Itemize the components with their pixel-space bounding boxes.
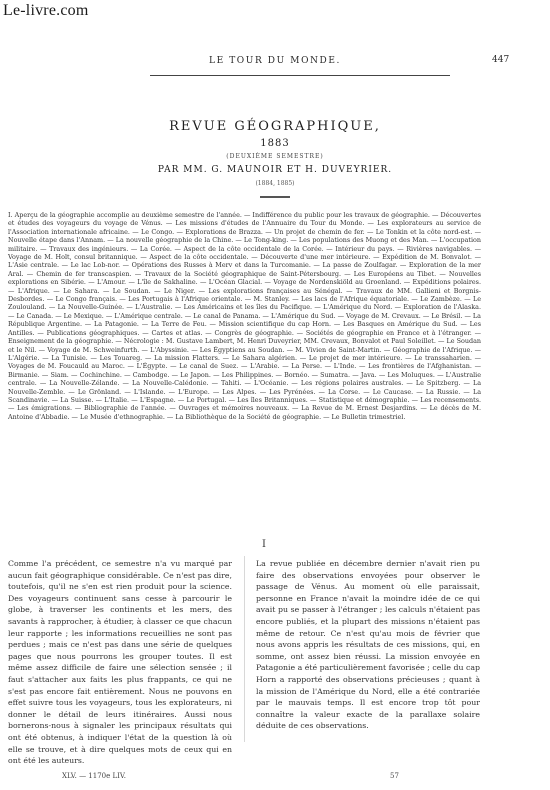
page-number: 447	[492, 55, 510, 65]
article-section: (DEUXIÈME SEMESTRE)	[226, 153, 324, 160]
footer-signature: 57	[390, 772, 399, 780]
running-head: LE TOUR DU MONDE.	[209, 56, 341, 66]
section-numeral: I	[262, 539, 266, 550]
summary-paragraph: I. Aperçu de la géographie accomplie au deuxième semestre de l'année. — Indifférence du public pour les travaux de géographie. — Découvertes et études des voyageurs du voyage de Vénus. — Les missions d'études de l'Annuaire du Tour du Monde. — Les explorateurs au service de l'Association internationale africaine. — Le Congo. — Explorations de Brazza. — Un projet de chemin de fer. — Le Tonkin et la côte nord-est. — Nouvelle étape dans l'Annam. — La nouvelle géographie de la Chine. — Le Tong-king. — Les populations des Muong et des Man. — L'occupation militaire. — Travaux des ingénieurs. — La Corée. — Aspect de la côte occidentale de la Corée. — Intérieur du pays. — Rivières navigables. — Voyage de M. Holt, consul britannique. — Aspect de la côte occidentale. — Découverte d'une mer intérieure. — Expédition de M. Bonvalot. — L'Asie centrale. — Le lac Lob-nor. — Opérations des Russes à Merv et dans la Turcomanie. — La passe de Zoulfagar. — Exploration de la mer Aral. — Chemin de fer transcaspien. — Travaux de la Société géographique de Saint-Pétersbourg. — Les Européens au Tibet. — Nouvelles explorations en Sibérie. — L'Amour. — L'île de Sakhaline. — L'Océan Glacial. — Voyage de Nordenskiöld au Groenland. — Expéditions polaires. — L'Afrique. — Le Sahara. — Le Soudan. — Le Niger. — Les explorations françaises au Sénégal. — Travaux de MM. Gallieni et Borgnis-Desbordes. — Le Congo français. — Les Portugais à l'Afrique orientale. — M. Stanley. — Les lacs de l'Afrique équatoriale. — Le Zambèze. — Le Zoulouland. — La Nouvelle-Guinée. — L'Australie. — Les Américains et les îles du Pacifique. — L'Amérique du Nord. — Exploration de l'Alaska. — Le Canada. — Le Mexique. — L'Amérique centrale. — Le canal de Panama. — L'Amérique du Sud. — Voyage de M. Crevaux. — Le Brésil. — La République Argentine. — La Patagonie. — La Terre de Feu. — Mission scientifique du cap Horn. — Les Basques en Amérique du Sud. — Les Antilles. — Publications géographiques. — Cartes et atlas. — Congrès de géographie. — Sociétés de géographie en France et à l'étranger. — Enseignement de la géographie. — Nécrologie : M. Gustave Lambert, M. Henri Duveyrier, MM. Crevaux, Bonvalot et Paul Soleillet. — Le Soudan et le Nil. — Voyage de M. Schweinfurth. — L'Abyssinie. — Les Égyptiens au Soudan. — M. Vivien de Saint-Martin. — Géographie de l'Afrique. — L'Algérie. — La Tunisie. — Les Touareg. — La mission Flatters. — Le Sahara algérien. — Le projet de mer intérieure. — Le transsaharien. — Voyages de M. Foucauld au Maroc. — L'Égypte. — Le canal de Suez. — L'Arabie. — La Perse. — L'Inde. — Les frontières de l'Afghanistan. — Birmanie. — Siam. — Cochinchine. — Cambodge. — Le Japon. — Les Philippines. — Bornéo. — Sumatra. — Java. — Les Moluques. — L'Australie centrale. — La Nouvelle-Zélande. — La Nouvelle-Calédonie. — Tahiti. — L'Océanie. — Les régions polaires australes. — Le Spitzberg. — La Nouvelle-Zemble. — Le Grönland. — L'Islande. — L'Europe. — Les Alpes. — Les Pyrénées. — La Corse. — Le Caucase. — La Russie. — La Scandinavie. — La Suisse. — L'Italie. — L'Espagne. — Le Portugal. — Les îles Britanniques. — Statistique et démographie. — Les recensements. — Les émigrations. — Bibliographie de l'année. — Ouvrages et mémoires nouveaux. — La Revue de M. Ernest Desjardins. — Le décès de M. Antoine d'Abbadie. — Le Musée d'ethnographie. — La Bibliothèque de la Société de géographie. — Le Bulletin trimestriel.	[8, 211, 481, 421]
article-year: 1883	[260, 138, 290, 149]
body-column-left	[8, 558, 232, 766]
header-rule	[150, 75, 450, 76]
article-authors: PAR MM. G. MAUNOIR ET H. DUVEYRIER.	[157, 165, 393, 175]
body-paragraph-left: Comme l'a précédent, ce semestre n'a vu marqué par aucun fait géographique considérable. Ce n'est pas dire, toutefois, qu'il ne s'en est rien produit pour la science. Des voyageurs continuent sans cesse à parcourir le globe, à traverser les continents et les mers, des savants à rapprocher, à étudier, à classer ce que chacun leur rapporte ; les informations recueillies ne sont pas perdues ; mais ce n'est pas dans une série de quelques pages que nous pourrons les grouper toutes. Il est même assez difficile de faire une sélection sensée ; il faut s'attacher aux faits les plus frappants, ce qui ne s'est pas encore fait entièrement. Nous ne pouvons en effet suivre tous les voyageurs, tous les explorateurs, ni donner le détail de leurs itinéraires. Aussi nous bornerons-nous à signaler les principaux résultats qui ont été obtenus, à indiquer l'état de la question là où elle se trouve, et à dire quelques mots de ceux qui en ont été les auteurs.	[8, 559, 232, 766]
body-paragraph-right: La revue publiée en décembre dernier n'avait rien pu faire des observations envoyées pour observer le passage de Vénus. Au moment où elle paraissait, personne en France n'avait la moindre idée de ce qui avait pu se passer à l'étranger ; les calculs n'étaient pas encore publiés, et la plupart des missions n'étaient pas même de retour. Ce n'est qu'au mois de février que nous avons appris les résultats de ces missions, qui, en somme, ont assez bien réussi. La mission envoyée en Patagonie a été particulièrement favorisée ; celle du cap Horn a rapporté des observations précieuses ; quant à la mission de l'Amérique du Nord, elle a été contrariée par le mauvais temps. Il est encore trop tôt pour connaître la valeur exacte de la parallaxe solaire déduite de ces observations.	[256, 559, 480, 731]
watermark: Le-livre.com	[3, 2, 89, 19]
article-title: REVUE GÉOGRAPHIQUE,	[169, 119, 381, 134]
column-divider	[244, 556, 245, 742]
title-ornament	[260, 196, 290, 198]
footer-volume: XLV. — 1170e LIV.	[62, 772, 126, 780]
body-column-right	[256, 558, 480, 742]
article-date-note: (1884, 1885)	[255, 180, 295, 187]
